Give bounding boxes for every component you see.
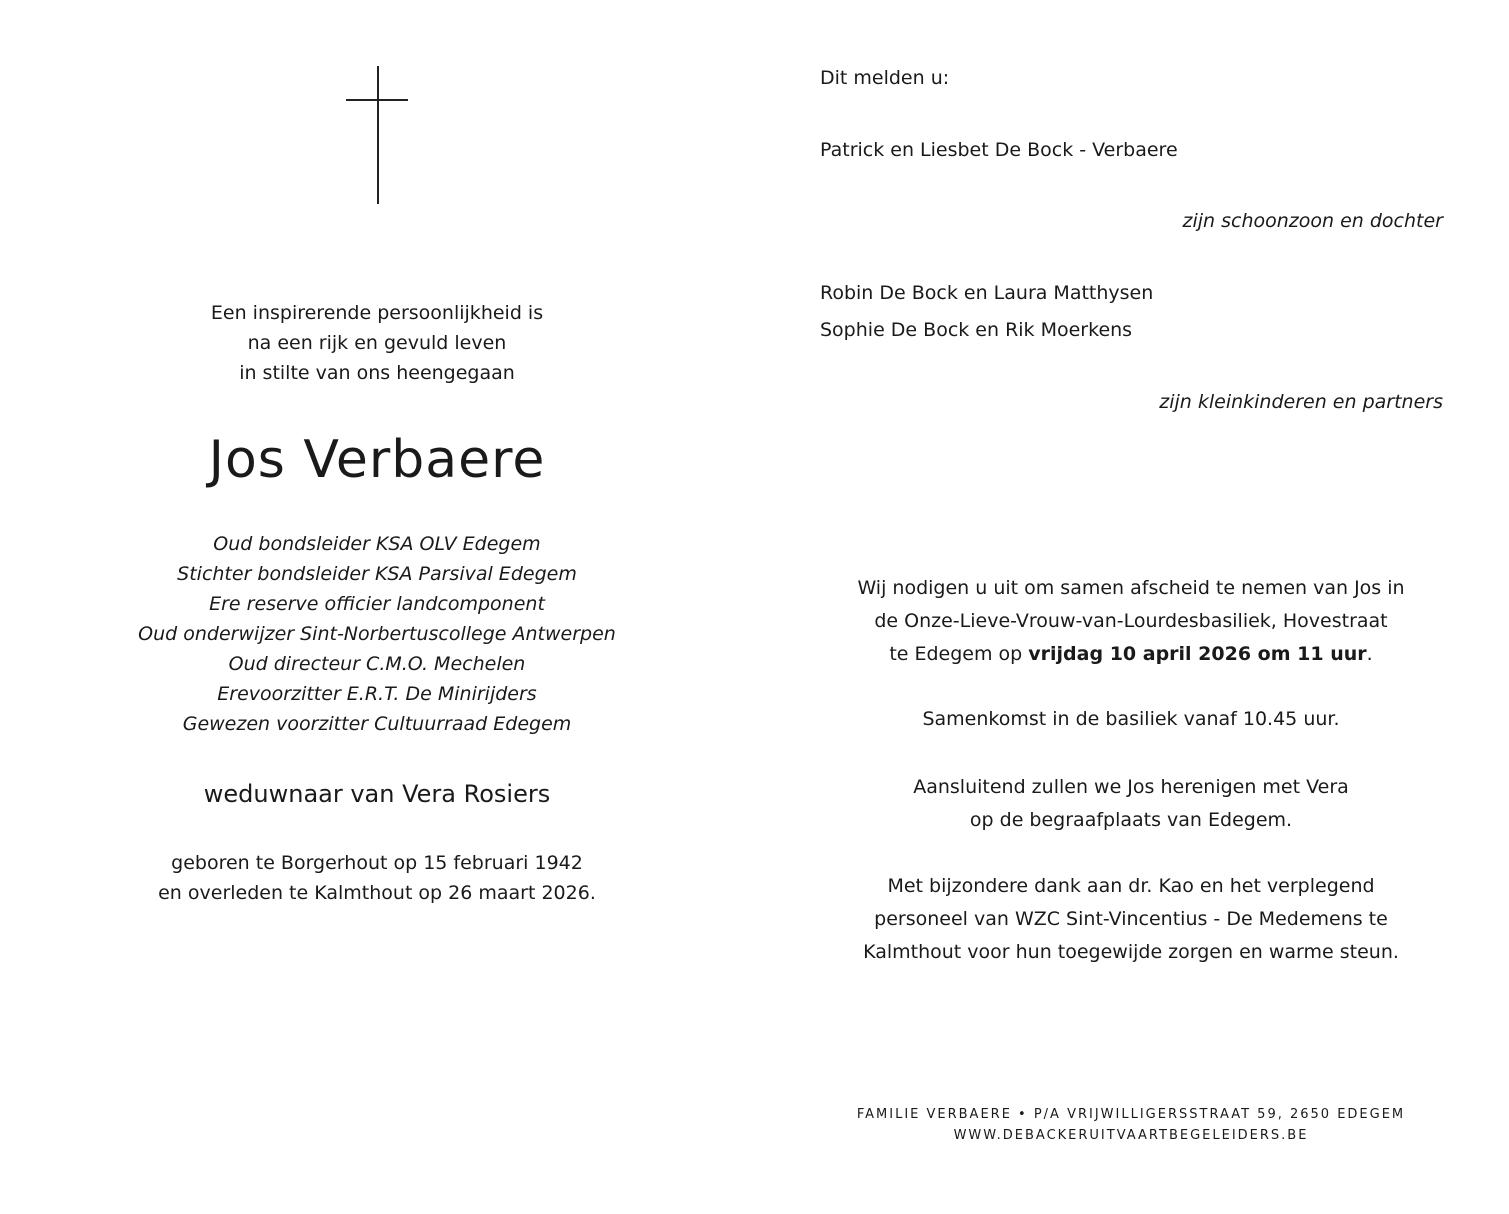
cross-horizontal-bar — [346, 99, 408, 101]
burial-line-2: op de begraafplaats van Edegem. — [969, 809, 1293, 831]
role-line-3: Ere reserve officier landcomponent — [209, 593, 545, 615]
intro-line-2: na een rijk en gevuld leven — [247, 332, 507, 354]
relation-line-2: zijn kleinkinderen en partners — [1159, 391, 1443, 413]
grandchild-line-1: Robin De Bock en Laura Matthysen — [820, 282, 1154, 304]
thanks-line-1: Met bijzondere dank aan dr. Kao en het verplegend — [887, 875, 1375, 897]
footer-address: FAMILIE VERBAERE • P/A VRIJWILLIGERSSTRAAT 59, 2650 EDEGEM — [856, 1107, 1406, 1122]
thanks-line-2: personeel van WZC Sint-Vincentius - De Medemens te — [874, 908, 1388, 930]
invitation-suffix: . — [1366, 643, 1373, 665]
burial-line-1: Aansluitend zullen we Jos herenigen met Vera — [913, 776, 1349, 798]
birth-line: geboren te Borgerhout op 15 februari 1942 — [171, 852, 583, 874]
role-line-4: Oud onderwijzer Sint-Norbertuscollege Antwerpen — [138, 623, 616, 645]
invitation-prefix: te Edegem op — [889, 643, 1029, 665]
role-line-5: Oud directeur C.M.O. Mechelen — [228, 653, 526, 675]
cross-vertical-bar — [377, 66, 379, 204]
intro-line-3: in stilte van ons heengegaan — [239, 362, 515, 384]
footer-website: WWW.DEBACKERUITVAARTBEGELEIDERS.BE — [953, 1128, 1309, 1143]
deceased-name: Jos Verbaere — [208, 430, 546, 490]
gathering-line: Samenkomst in de basiliek vanaf 10.45 uur. — [922, 708, 1340, 730]
grandchild-line-2: Sophie De Bock en Rik Moerkens — [820, 319, 1133, 341]
role-line-2: Stichter bondsleider KSA Parsival Edegem — [177, 563, 577, 585]
relation-line-1: zijn schoonzoon en dochter — [1182, 210, 1443, 232]
death-line: en overleden te Kalmthout op 26 maart 2026. — [158, 882, 596, 904]
thanks-line-3: Kalmthout voor hun toegewijde zorgen en warme steun. — [863, 941, 1399, 963]
role-line-1: Oud bondsleider KSA OLV Edegem — [213, 533, 541, 555]
invitation-line-3 — [790, 638, 1472, 671]
latin-cross-icon — [346, 66, 408, 204]
invitation-line-1: Wij nodigen u uit om samen afscheid te nemen van Jos in — [857, 577, 1405, 599]
spouse-line: weduwnaar van Vera Rosiers — [203, 780, 551, 808]
family-line-1: Patrick en Liesbet De Bock - Verbaere — [820, 139, 1178, 161]
service-date-time: vrijdag 10 april 2026 om 11 uur — [1028, 643, 1367, 665]
role-line-7: Gewezen voorzitter Cultuurraad Edegem — [182, 713, 572, 735]
intro-line-1: Een inspirerende persoonlijkheid is — [210, 302, 544, 324]
role-line-6: Erevoorzitter E.R.T. De Minirijders — [217, 683, 537, 705]
announce-line: Dit melden u: — [820, 67, 950, 89]
invitation-line-2: de Onze-Lieve-Vrouw-van-Lourdesbasiliek, Hovestraat — [874, 610, 1388, 632]
